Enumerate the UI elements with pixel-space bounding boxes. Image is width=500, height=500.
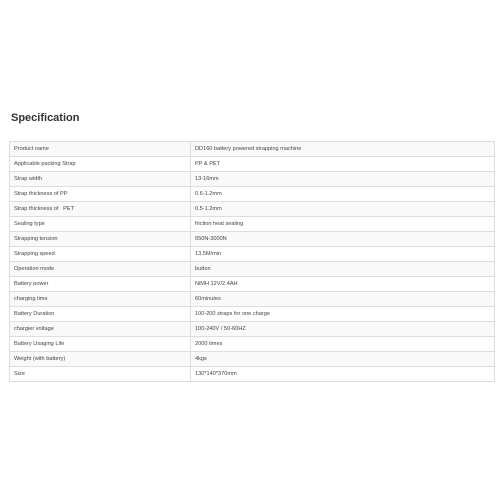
spec-value: 0.5-1.2mm bbox=[191, 202, 495, 217]
spec-label: Strap thickness of PET bbox=[10, 202, 191, 217]
table-row bbox=[10, 262, 495, 277]
spec-label: Applicable packing Strap bbox=[10, 157, 191, 172]
spec-value: 100-200 straps for one charge bbox=[191, 307, 495, 322]
spec-value: 100-240V / 50-60HZ bbox=[191, 322, 495, 337]
spec-label: Size bbox=[10, 367, 191, 382]
spec-value: friction heat sealing bbox=[191, 217, 495, 232]
spec-label: Battery Duration bbox=[10, 307, 191, 322]
spec-label: Strap thickness of PP bbox=[10, 187, 191, 202]
table-row bbox=[10, 352, 495, 367]
spec-label: Strap width bbox=[10, 172, 191, 187]
section-title: Specification bbox=[11, 112, 80, 124]
table-row bbox=[10, 232, 495, 247]
table-row bbox=[10, 187, 495, 202]
spec-label: Operation mode bbox=[10, 262, 191, 277]
table-row bbox=[10, 247, 495, 262]
spec-label: charging time bbox=[10, 292, 191, 307]
spec-value: 2000 times bbox=[191, 337, 495, 352]
table-row bbox=[10, 292, 495, 307]
table-row bbox=[10, 337, 495, 352]
spec-label: chargier voltage bbox=[10, 322, 191, 337]
spec-value: PP & PET bbox=[191, 157, 495, 172]
spec-value: 13.5M/min bbox=[191, 247, 495, 262]
spec-label: Sealing type bbox=[10, 217, 191, 232]
spec-value: 60minutes bbox=[191, 292, 495, 307]
spec-value: 0.6-1.2mm bbox=[191, 187, 495, 202]
table-row bbox=[10, 322, 495, 337]
spec-label: Weight (with battery) bbox=[10, 352, 191, 367]
spec-label: Strapping speed bbox=[10, 247, 191, 262]
spec-value: button bbox=[191, 262, 495, 277]
spec-label: Product name bbox=[10, 142, 191, 157]
table-row bbox=[10, 202, 495, 217]
table-row bbox=[10, 277, 495, 292]
spec-value: 4kgs bbox=[191, 352, 495, 367]
spec-label: Strapping tension bbox=[10, 232, 191, 247]
table-row bbox=[10, 217, 495, 232]
table-row bbox=[10, 307, 495, 322]
table-row bbox=[10, 367, 495, 382]
table-row bbox=[10, 157, 495, 172]
spec-value: NiMH 12V/2.4AH bbox=[191, 277, 495, 292]
spec-label: Battery Usaging Life bbox=[10, 337, 191, 352]
spec-label: Battery power bbox=[10, 277, 191, 292]
spec-value: DD160 battery powered strapping machine bbox=[191, 142, 495, 157]
specification-table bbox=[9, 141, 495, 382]
table-row bbox=[10, 172, 495, 187]
table-row bbox=[10, 142, 495, 157]
spec-value: 13-16mm bbox=[191, 172, 495, 187]
spec-value: 130*140*370mm bbox=[191, 367, 495, 382]
spec-value: 650N-3000N bbox=[191, 232, 495, 247]
